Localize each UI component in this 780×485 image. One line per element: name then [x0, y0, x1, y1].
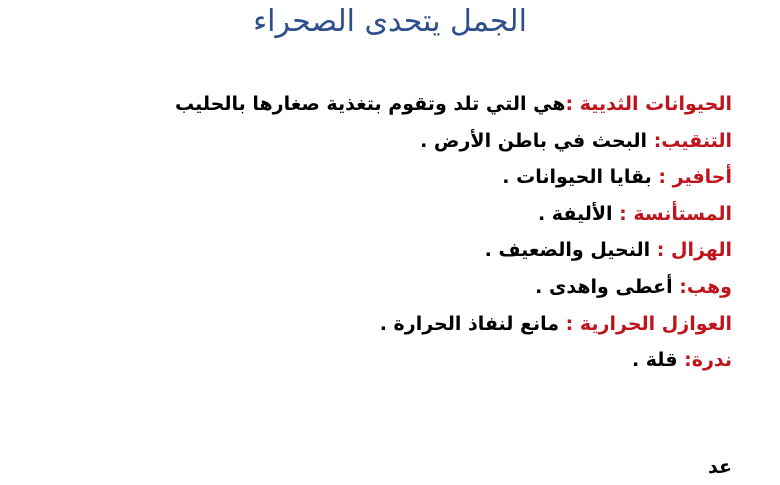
definition-separator: : — [672, 275, 687, 298]
definition-term: الهزال — [670, 239, 732, 262]
definition-separator: : — [559, 312, 580, 335]
definition-meaning: مانع لنفاذ الحرارة . — [379, 312, 560, 335]
definition-term: العوازل الحرارية — [579, 312, 732, 335]
definition-term: المستأنسة — [633, 202, 732, 225]
page-title: الجمل يتحدى الصحراء — [253, 4, 527, 39]
definition-item — [32, 159, 732, 196]
definition-separator: : — [650, 239, 671, 262]
definition-meaning: أعطى واهدى . — [535, 275, 673, 298]
cut-off-line: عد — [708, 456, 732, 478]
definition-separator: : — [612, 202, 634, 225]
definition-term: الحيوانات الثديية — [579, 93, 732, 115]
definition-item — [32, 342, 732, 379]
definition-separator: : — [651, 166, 673, 189]
definition-term: التنقيب — [661, 129, 732, 152]
definition-meaning: بقايا الحيوانات . — [502, 166, 652, 189]
definition-item — [32, 123, 732, 160]
definition-separator: : — [565, 93, 580, 115]
definition-meaning: هي التي تلد وتقوم بتغذية صغارها بالحليب — [175, 93, 566, 115]
definition-item — [32, 196, 732, 233]
definition-term: وهب — [686, 275, 732, 298]
definition-meaning: النحيل والضعيف . — [484, 239, 651, 262]
definition-item — [32, 306, 732, 343]
definition-separator: : — [677, 349, 692, 372]
definition-item — [32, 232, 732, 269]
definition-item — [32, 86, 732, 123]
definition-meaning: البحث في باطن الأرض . — [420, 129, 648, 152]
definition-separator: : — [647, 129, 662, 152]
definitions-list — [32, 86, 732, 379]
definition-term: ندرة — [691, 349, 732, 372]
definition-meaning: الأليفة . — [537, 202, 613, 225]
definition-meaning: قلة . — [631, 349, 678, 372]
definition-term: أحافير — [672, 166, 732, 189]
definition-item — [32, 269, 732, 306]
